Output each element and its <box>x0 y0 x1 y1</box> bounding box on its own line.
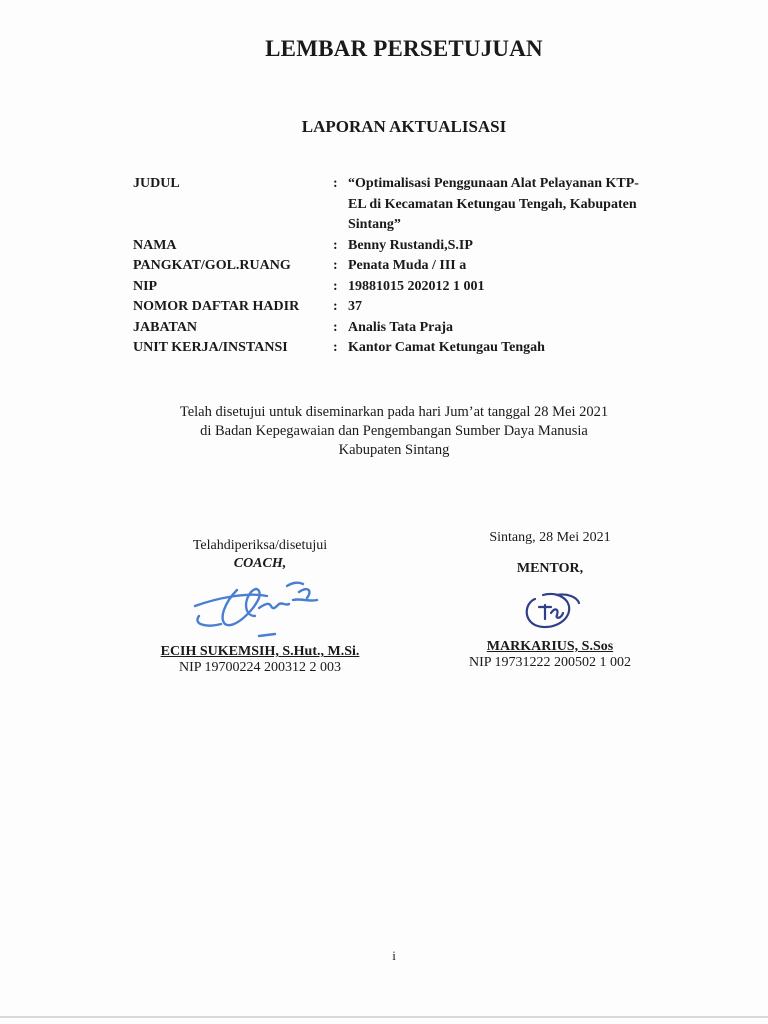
info-separator: : <box>333 176 338 191</box>
info-row-nip <box>133 277 693 298</box>
identity-table <box>133 174 693 359</box>
info-label: JABATAN <box>133 319 198 335</box>
info-label: PANGKAT/GOL.RUANG <box>133 258 291 273</box>
mentor-place-date: Sintang, 28 Mei 2021 <box>489 530 611 545</box>
title-line: “Optimalisasi Penggunaan Alat Pelayanan KTP- <box>348 176 639 191</box>
info-label: NIP <box>133 278 158 294</box>
mentor-role: MENTOR, <box>516 561 584 576</box>
mentor-nip: NIP 19731222 200502 1 002 <box>468 655 632 670</box>
approval-line: di Badan Kepegawaian dan Pengembangan Sumber Daya Manusia <box>200 423 588 439</box>
info-separator: : <box>333 340 338 355</box>
coach-signature-block <box>140 538 380 676</box>
info-separator: : <box>333 258 338 273</box>
approval-line: Kabupaten Sintang <box>338 442 450 458</box>
info-row-judul <box>133 174 693 236</box>
info-label: UNIT KERJA/INSTANSI <box>133 340 288 355</box>
info-value: Analis Tata Praja <box>348 319 454 335</box>
info-label: NOMOR DAFTAR HADIR <box>133 299 300 314</box>
info-value: 37 <box>348 299 362 314</box>
info-value-title <box>348 174 693 236</box>
info-separator: : <box>333 319 338 335</box>
info-value: Penata Muda / III a <box>348 258 467 273</box>
info-row-nomor-daftar-hadir <box>133 297 693 318</box>
title-line: Sintang” <box>348 217 401 232</box>
page-number: i <box>392 948 396 963</box>
approval-statement <box>0 403 768 460</box>
info-label: NAMA <box>133 237 177 253</box>
mentor-name: MARKARIUS, S.Sos <box>486 639 614 654</box>
info-row-jabatan <box>133 318 693 339</box>
coach-role: COACH, <box>233 556 287 571</box>
scan-edge-divider <box>0 1016 768 1018</box>
info-value: Kantor Camat Ketungau Tengah <box>348 340 545 355</box>
approval-line: Telah disetujui untuk diseminarkan pada hari Jum’at tanggal 28 Mei 2021 <box>179 404 609 420</box>
document-title: LEMBAR PERSETUJUAN <box>265 36 543 61</box>
mentor-signature-icon <box>505 577 595 639</box>
info-value: 19881015 202012 1 001 <box>348 278 485 294</box>
title-line: EL di Kecamatan Ketungau Tengah, Kabupaten <box>348 196 637 212</box>
coach-caption: Telahdiperiksa/disetujui <box>192 538 328 553</box>
document-subtitle: LAPORAN AKTUALISASI <box>301 117 507 136</box>
mentor-signature-block <box>430 530 670 671</box>
coach-name: ECIH SUKEMSIH, S.Hut., M.Si. <box>160 644 360 659</box>
info-row-unit-kerja <box>133 338 693 359</box>
info-row-pangkat <box>133 256 693 277</box>
info-separator: : <box>333 278 338 294</box>
info-separator: : <box>333 299 338 314</box>
coach-signature-icon <box>175 572 345 644</box>
info-value: Benny Rustandi,S.IP <box>348 237 473 253</box>
coach-nip: NIP 19700224 200312 2 003 <box>178 660 342 675</box>
info-label: JUDUL <box>133 176 180 191</box>
info-row-nama <box>133 236 693 257</box>
info-separator: : <box>333 237 338 253</box>
